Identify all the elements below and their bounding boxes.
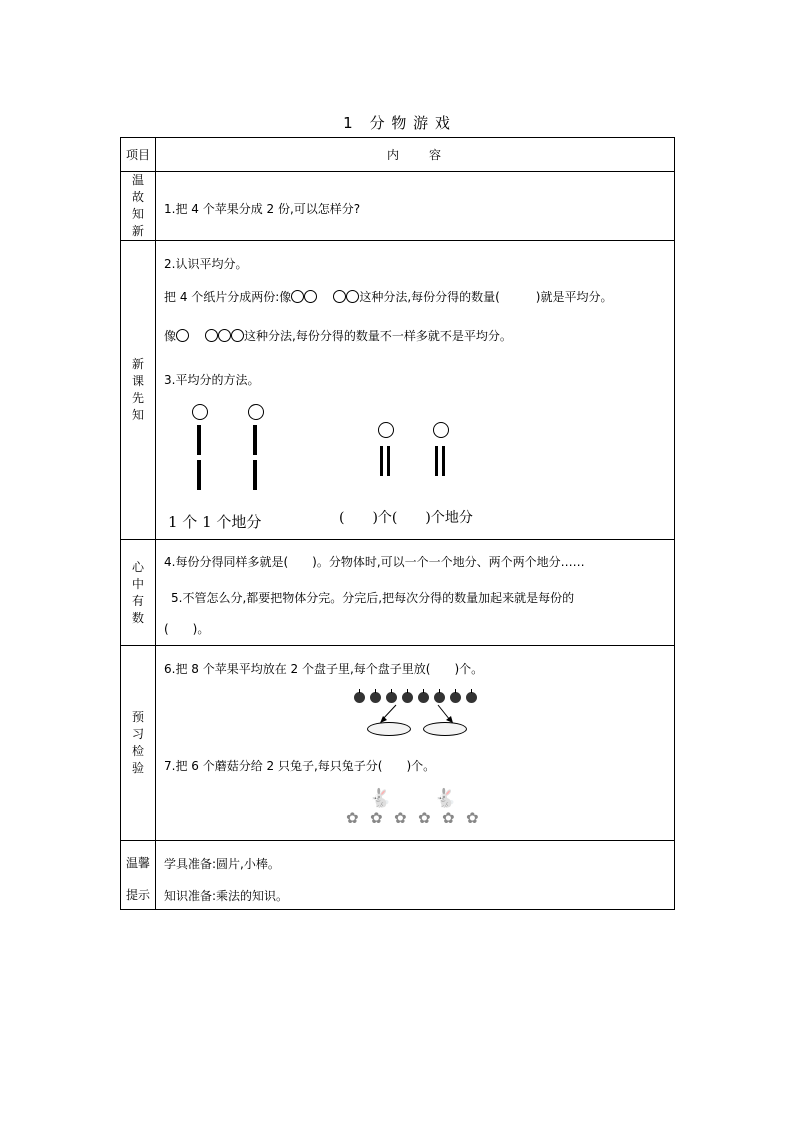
uneven-split-text-a: 像	[164, 329, 177, 343]
tip-knowledge: 知识准备:乘法的知识。	[164, 889, 289, 903]
question-3: 3.平均分的方法。	[164, 373, 260, 387]
stick-icon	[253, 425, 257, 455]
rabbit-icon: 🐇	[369, 788, 392, 809]
header-content: 内 容	[156, 138, 675, 172]
circle-icon	[218, 329, 231, 342]
question-6: 6.把 8 个苹果平均放在 2 个盘子里,每个盘子里放( )个。	[164, 662, 484, 676]
circle-icon	[433, 422, 449, 438]
section-label-tips-bottom: 提示	[125, 888, 150, 902]
section-new	[121, 241, 675, 540]
header-project: 项目	[121, 138, 156, 172]
section-check	[121, 646, 675, 841]
question-1: 1.把 4 个苹果分成 2 份,可以怎样分?	[164, 202, 361, 216]
even-split-text-a: 把 4 个纸片分成两份:像	[164, 290, 292, 304]
stick-icon	[197, 425, 201, 455]
caption-n-by-n: ( )个( )个地分	[339, 510, 473, 526]
circle-icon	[205, 329, 218, 342]
section-label-tips-top: 温馨	[125, 856, 150, 870]
question-5: 5.不管怎么分,都要把物体分完。分完后,把每次分得的数量加起来就是每份的	[171, 591, 575, 605]
even-split-line	[164, 288, 613, 305]
circle-icon	[248, 404, 264, 420]
plate-icon	[423, 722, 467, 736]
question-4: 4.每份分得同样多就是( )。分物体时,可以一个一个地分、两个两个地分……	[164, 555, 585, 569]
section-label-check: 预习检验	[131, 710, 144, 775]
worksheet-table	[120, 137, 675, 910]
plate-icon	[367, 722, 411, 736]
mushroom-icon: ✿	[394, 809, 407, 827]
stick-icon	[387, 446, 390, 476]
stick-icon	[442, 446, 445, 476]
section-tips	[121, 841, 675, 910]
section-label-review: 温故知新	[131, 173, 144, 238]
mushroom-icon: ✿	[346, 809, 359, 827]
circle-icon	[304, 290, 317, 303]
caption-one-by-one: 1 个 1 个地分	[168, 513, 262, 531]
table-header-row	[121, 138, 675, 172]
circle-icon	[291, 290, 304, 303]
mushroom-icon: ✿	[466, 809, 479, 827]
question-2: 2.认识平均分。	[164, 257, 248, 271]
circle-icon	[333, 290, 346, 303]
circle-icon	[192, 404, 208, 420]
circle-icon	[231, 329, 244, 342]
circle-icon	[378, 422, 394, 438]
question-7: 7.把 6 个蘑菇分给 2 只兔子,每只兔子分( )个。	[164, 759, 436, 773]
uneven-split-text-b: 这种分法,每份分得的数量不一样多就不是平均分。	[244, 329, 512, 343]
rabbit-icon: 🐇	[434, 788, 457, 809]
section-label-new: 新课先知	[131, 357, 144, 422]
mushroom-icon: ✿	[418, 809, 431, 827]
uneven-split-line	[164, 327, 512, 344]
stick-icon	[197, 460, 201, 490]
mushroom-icon: ✿	[442, 809, 455, 827]
page-title: 1 分 物 游 戏	[343, 114, 451, 132]
question-5-blank: ( )。	[164, 622, 210, 636]
mushroom-icon: ✿	[370, 809, 383, 827]
even-split-text-b: 这种分法,每份分得的数量( )就是平均分。	[359, 290, 613, 304]
circle-icon	[176, 329, 189, 342]
section-label-mind: 心中有数	[131, 559, 144, 625]
section-mind	[121, 540, 675, 646]
circle-icon	[346, 290, 359, 303]
tip-materials: 学具准备:圆片,小棒。	[164, 857, 280, 871]
stick-icon	[253, 460, 257, 490]
section-review	[121, 172, 675, 241]
stick-icon	[380, 446, 383, 476]
stick-icon	[435, 446, 438, 476]
